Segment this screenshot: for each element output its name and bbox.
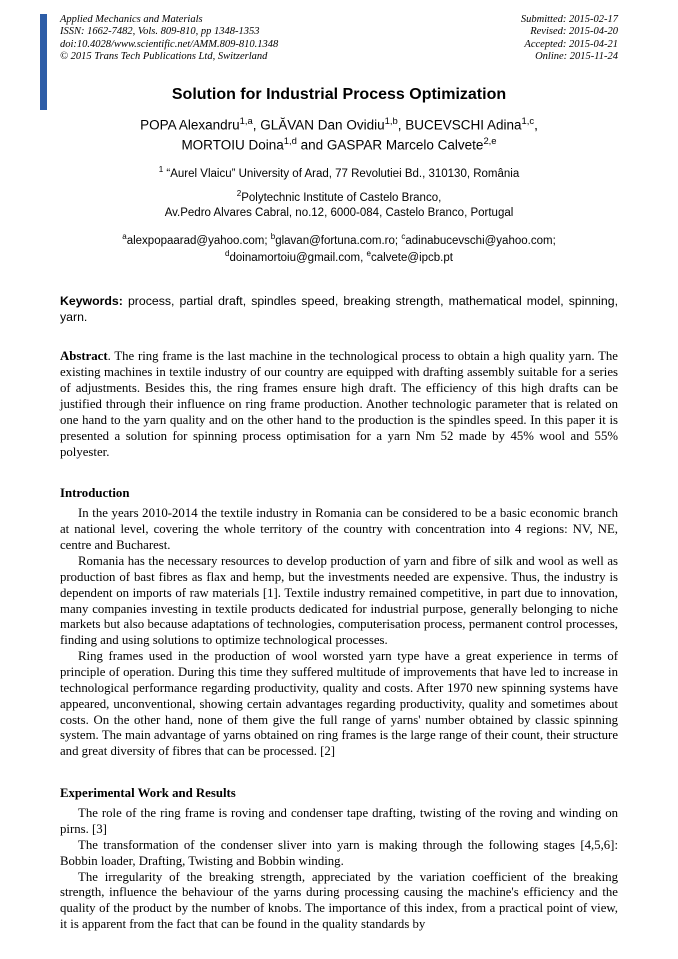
email-superscript: c bbox=[401, 231, 406, 241]
author-superscript: 1,b bbox=[384, 115, 398, 127]
affiliation-1 bbox=[60, 165, 618, 182]
author-name: GLĂVAN Dan Ovidiu bbox=[260, 117, 385, 132]
email-separator: ; bbox=[264, 234, 271, 247]
author-separator: , bbox=[397, 117, 406, 132]
paper-title: Solution for Industrial Process Optimization bbox=[171, 85, 507, 103]
affiliation-2 bbox=[60, 189, 618, 221]
author-superscript: 1,c bbox=[521, 115, 535, 127]
affiliation-text: Polytechnic Institute of Castelo Branco, bbox=[241, 191, 442, 204]
affiliation-superscript: 1 bbox=[158, 165, 164, 175]
paragraph: In the years 2010-2014 the textile industry in Romania can be considered to be a basic economic branch at national level, covering the whole territory of the country with concentration into 4 regions: NV, NE, centre and Bucharest. bbox=[60, 506, 618, 553]
email-separator: ; bbox=[394, 234, 402, 247]
online-date: Online: 2015-11-24 bbox=[535, 51, 618, 63]
author-name: MORTOIU Doina bbox=[181, 137, 284, 153]
submitted-date: Submitted: 2015-02-17 bbox=[520, 14, 618, 25]
section-heading-introduction: Introduction bbox=[60, 486, 130, 501]
accepted-date: Accepted: 2015-04-21 bbox=[524, 38, 618, 50]
journal-doi: doi:10.4028/www.scientific.net/AMM.809-810.1348 bbox=[60, 38, 279, 50]
email-separator: , bbox=[360, 251, 367, 264]
author-superscript: 2,e bbox=[483, 135, 497, 147]
emails-line bbox=[60, 232, 618, 267]
abstract-paragraph bbox=[60, 349, 618, 460]
abstract-text: . The ring frame is the last machine in the technological process to obtain a high quality yarn. The existing machines in textile industry of our country are equipped with drafting assembly suitable for a series of adjustments. Besides this, the ring frames ensure high draft. The efficiency of this high drafts can be justified through their influence on ring frame production. Another technologic parameter that is related on one hand to the yarn quality and on the other hand to the production is the spindles speed. In this paper it is presented a solution for spinning process optimisation for a yarn Nm 52 made by 45% wool and 55% polyester. bbox=[60, 349, 618, 459]
affiliation-text: Av.Pedro Alvares Cabral, no.12, 6000-084, Castelo Branco, Portugal bbox=[164, 206, 514, 219]
authors-line bbox=[60, 115, 618, 156]
paragraph: The irregularity of the breaking strength, appreciated by the variation coefficient of the breaking strength, influence the behaviour of the yarns during processing causing the machine's efficiency and the quality of the product by the number of knobs. The importance of this index, from a practical point of view, it is apparent from the fact that can be found in the quality standards by bbox=[60, 869, 618, 932]
email-address: adinabucevschi@yahoo.com bbox=[405, 234, 553, 247]
email-address: doinamortoiu@gmail.com bbox=[229, 251, 361, 264]
author-name: GASPAR Marcelo Calvete bbox=[326, 137, 484, 153]
author-superscript: 1,d bbox=[283, 135, 297, 147]
abstract-label: Abstract bbox=[60, 349, 108, 364]
page-header bbox=[60, 14, 618, 64]
email-superscript: d bbox=[225, 249, 230, 259]
author-separator: , bbox=[534, 117, 538, 132]
keywords-line bbox=[60, 294, 618, 326]
dates-info-block bbox=[521, 14, 618, 64]
author-name: BUCEVSCHI Adina bbox=[405, 117, 522, 132]
email-superscript: b bbox=[270, 231, 276, 241]
section-heading-experimental-work: Experimental Work and Results bbox=[60, 786, 236, 801]
affiliation-superscript: 2 bbox=[236, 189, 242, 199]
paragraph: The role of the ring frame is roving and condenser tape drafting, twisting of the roving and winding on pirns. [3] bbox=[60, 806, 618, 837]
affiliation-text: “Aurel Vlaicu” University of Arad, 77 Revolutiei Bd., 310130, România bbox=[163, 168, 520, 181]
journal-info-block bbox=[60, 14, 278, 64]
journal-name: Applied Mechanics and Materials bbox=[60, 14, 203, 25]
journal-copyright: © 2015 Trans Tech Publications Ltd, Switzerland bbox=[60, 51, 268, 63]
email-address: alexpopaarad@yahoo.com bbox=[126, 234, 265, 247]
keywords-label: Keywords: bbox=[60, 294, 123, 309]
email-superscript: a bbox=[122, 231, 127, 241]
email-separator: ; bbox=[552, 234, 556, 247]
author-separator: , bbox=[252, 117, 261, 132]
paragraph: Ring frames used in the production of wool worsted yarn type have a great experience in terms of principle of operation. During this time they suffered multitude of improvements that have led to increase in technological performance regarding productivity, quality and costs. After 1970 new spinning systems have appeared, unconventional, showing certain advantages regarding productivity, quality and sometimes about costs. On the other hand, none of them give the full range of yarns' number obtained by classic spinning system. The main advantage of yarns obtained on ring frames is the large range of their count, their structure and great diversity of fibres that can be processed. [2] bbox=[60, 649, 618, 759]
author-superscript: 1,a bbox=[239, 115, 253, 127]
paragraph: The transformation of the condenser sliver into yarn is making through the following stages [4,5,6]: Bobbin loader, Drafting, Twisting and Bobbin winding. bbox=[60, 837, 618, 868]
paragraph: Romania has the necessary resources to develop production of yarn and fibre of silk and wool as well as production of bast fibres as flax and hemp, but the investments needed are expensive. Thus, the industry is dependent on imports of raw materials [1]. Textile industry remained competitive, in part due to innovation, many companies investing in textile products dedicated for industrial purpose, generally belonging to niche markets but also because adaptations of technologies, computerisation process, permanent control processes, finding and using solutions to optimize technological processes. bbox=[60, 554, 618, 648]
journal-issn: ISSN: 1662-7482, Vols. 809-810, pp 1348-1353 bbox=[60, 26, 260, 38]
author-separator: and bbox=[296, 137, 327, 153]
email-superscript: e bbox=[366, 249, 371, 259]
revised-date: Revised: 2015-04-20 bbox=[530, 26, 618, 38]
accent-bar bbox=[40, 14, 47, 110]
keywords-text: process, partial draft, spindles speed, breaking strength, mathematical model, spinning, yarn. bbox=[60, 294, 618, 325]
email-address: calvete@ipcb.pt bbox=[370, 251, 453, 264]
email-address: glavan@fortuna.com.ro bbox=[275, 234, 395, 247]
author-name: POPA Alexandru bbox=[140, 117, 240, 132]
